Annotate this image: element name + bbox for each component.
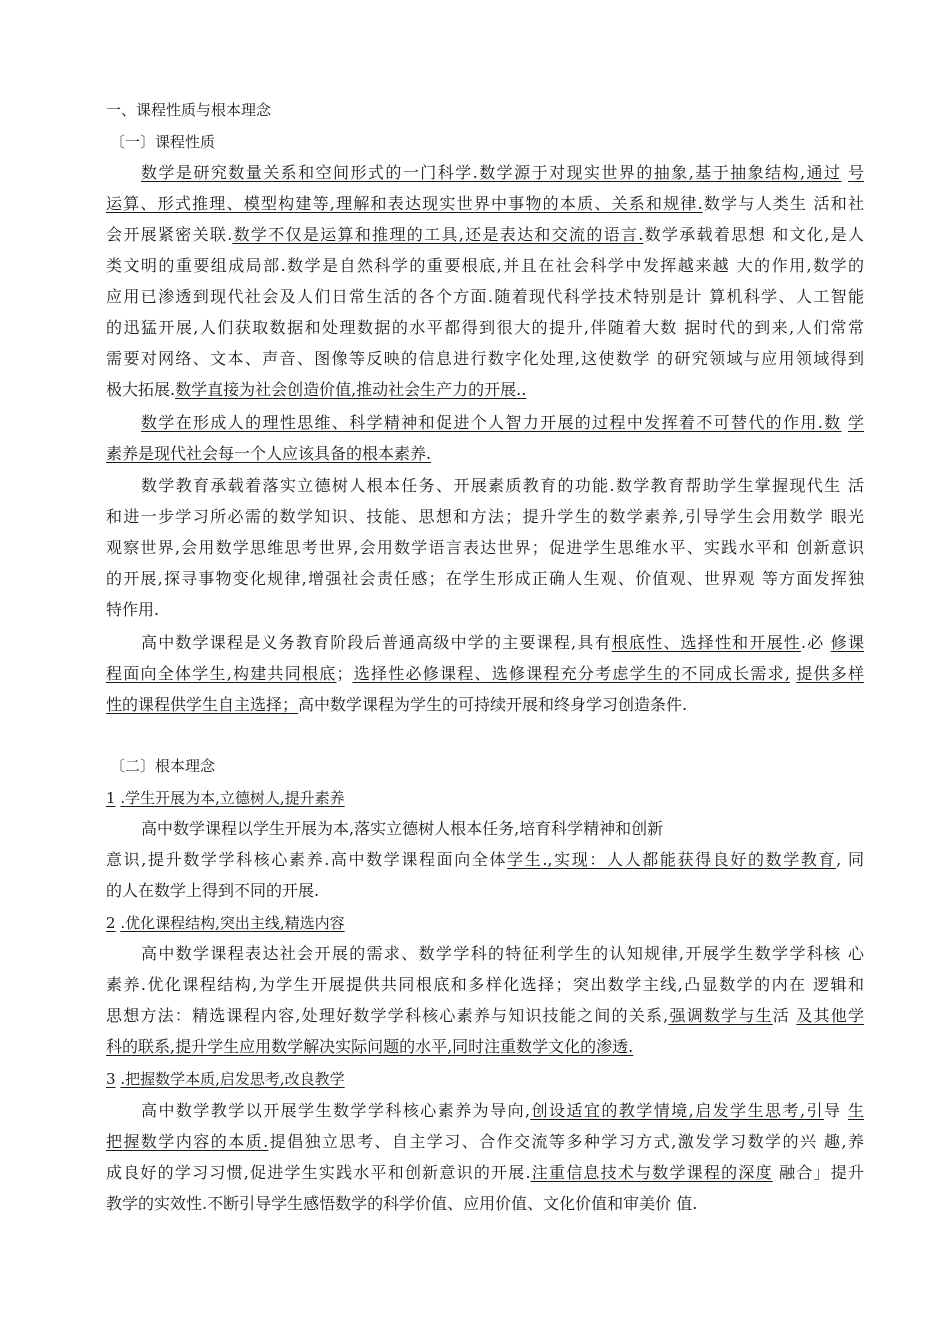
paragraph-line: 会开展紧密关联.数学不仅是运算和推理的工具,还是表达和交流的语言.数学承载着思想 和文化,是人: [106, 225, 864, 244]
paragraph-line: 特作用.: [106, 600, 160, 619]
section-heading: 一、课程性质与根本理念: [106, 101, 272, 119]
paragraph-line: 的人在数学上得到不同的开展.: [106, 881, 320, 900]
paragraph-line: 把握数学内容的本质.提倡独立思考、自主学习、合作交流等多种学习方式,激发学习数学的兴 趣,养: [106, 1132, 864, 1151]
paragraph-line: 数学在形成人的理性思维、科学精神和促进个人智力开展的过程中发挥着不可替代的作用.数 学: [141, 413, 864, 432]
paragraph-line: 高中数学教学以开展学生数学学科核心素养为导向,创设适宜的教学情境,启发学生思考,引导 生: [141, 1101, 864, 1120]
paragraph-line: 需要对网络、文本、声音、图像等反映的信息进行数字化处理,这使数学 的研究领域与应用领域得到: [106, 349, 864, 368]
paragraph-line: 的迅猛开展,人们获取数据和处理数据的水平都得到很大的提升,伴随着大数 据时代的到来,人们常常: [106, 318, 864, 337]
paragraph-line: 高中数学课程以学生开展为本,落实立德树人根本任务,培育科学精神和创新: [141, 819, 664, 838]
paragraph-line: 科的联系,提升学生应用数学解决实际问题的水平,同时注重数学文化的渗透.: [106, 1037, 634, 1056]
paragraph-line: 极大拓展.数学直接为社会创造价值,推动社会生产力的开展..: [106, 380, 527, 399]
paragraph-line: 程面向全体学生,构建共同根底；选择性必修课程、选修课程充分考虑学生的不同成长需求, 提供多样: [106, 664, 864, 683]
paragraph-line: 和进一步学习所必需的数学知识、技能、思想和方法；提升学生的数学素养,引导学生会用数学 眼光: [106, 507, 864, 526]
paragraph-line: 成良好的学习习惯,促进学生实践水平和创新意识的开展.注重信息技术与数学课程的深度 融合」提升: [106, 1163, 864, 1182]
item-title: 1 .学生开展为本,立德树人,提升素养: [106, 789, 345, 807]
paragraph-line: 应用已渗透到现代社会及人们日常生活的各个方面.随着现代科学技术特别是计 算机科学、人工智能: [106, 287, 864, 306]
paragraph-line: 类文明的重要组成局部.数学是自然科学的重要根底,并且在社会科学中发挥越来越 大的作用,数学的: [106, 256, 864, 275]
paragraph-line: 思想方法：精选课程内容,处理好数学学科核心素养与知识技能之间的关系,强调数学与生活 及其他学: [106, 1006, 864, 1025]
paragraph-line: 高中数学课程是义务教育阶段后普通高级中学的主要课程,具有根底性、选择性和开展性.必 修课: [141, 633, 864, 652]
item-title: 2 .优化课程结构,突出主线,精选内容: [106, 914, 345, 932]
paragraph-line: 数学是研究数量关系和空间形式的一门科学.数学源于对现实世界的抽象,基于抽象结构,通过 号: [141, 163, 864, 182]
paragraph-line: 的开展,探寻事物变化规律,增强社会责任感；在学生形成正确人生观、价值观、世界观 等方面发挥独: [106, 569, 864, 588]
paragraph-line: 运算、形式推理、模型构建等,理解和表达现实世界中事物的本质、关系和规律.数学与人类生 活和社: [106, 194, 864, 213]
paragraph-line: 高中数学课程表达社会开展的需求、数学学科的特征利学生的认知规律,开展学生数学学科核 心: [141, 944, 864, 963]
subsection-title-nature: 〔一〕课程性质: [110, 133, 216, 151]
paragraph-line: 素养是现代社会每一个人应该具备的根本素养.: [106, 444, 432, 463]
paragraph-line: 意识,提升数学学科核心素养.高中数学课程面向全体学生.,实现：人人都能获得良好的数学教育, 同: [106, 850, 864, 869]
paragraph-line: 观察世界,会用数学思维思考世界,会用数学语言表达世界；促进学生思维水平、实践水平和 创新意识: [106, 538, 864, 557]
subsection-title-concepts: 〔二〕根本理念: [110, 757, 216, 775]
paragraph-line: 教学的实效性.不断引导学生感悟数学的科学价值、应用价值、文化价值和审美价 值.: [106, 1194, 698, 1213]
item-title: 3 .把握数学本质,启发思考,改良教学: [106, 1070, 345, 1088]
paragraph-line: 数学教育承载着落实立德树人根本任务、开展素质教育的功能.数学教育帮助学生掌握现代生 活: [141, 476, 864, 495]
paragraph-line: 素养.优化课程结构,为学生开展提供共同根底和多样化选择；突出数学主线,凸显数学的内在 逻辑和: [106, 975, 864, 994]
paragraph-line: 性的课程供学生自主选择；高中数学课程为学生的可持续开展和终身学习创造条件.: [106, 695, 688, 714]
